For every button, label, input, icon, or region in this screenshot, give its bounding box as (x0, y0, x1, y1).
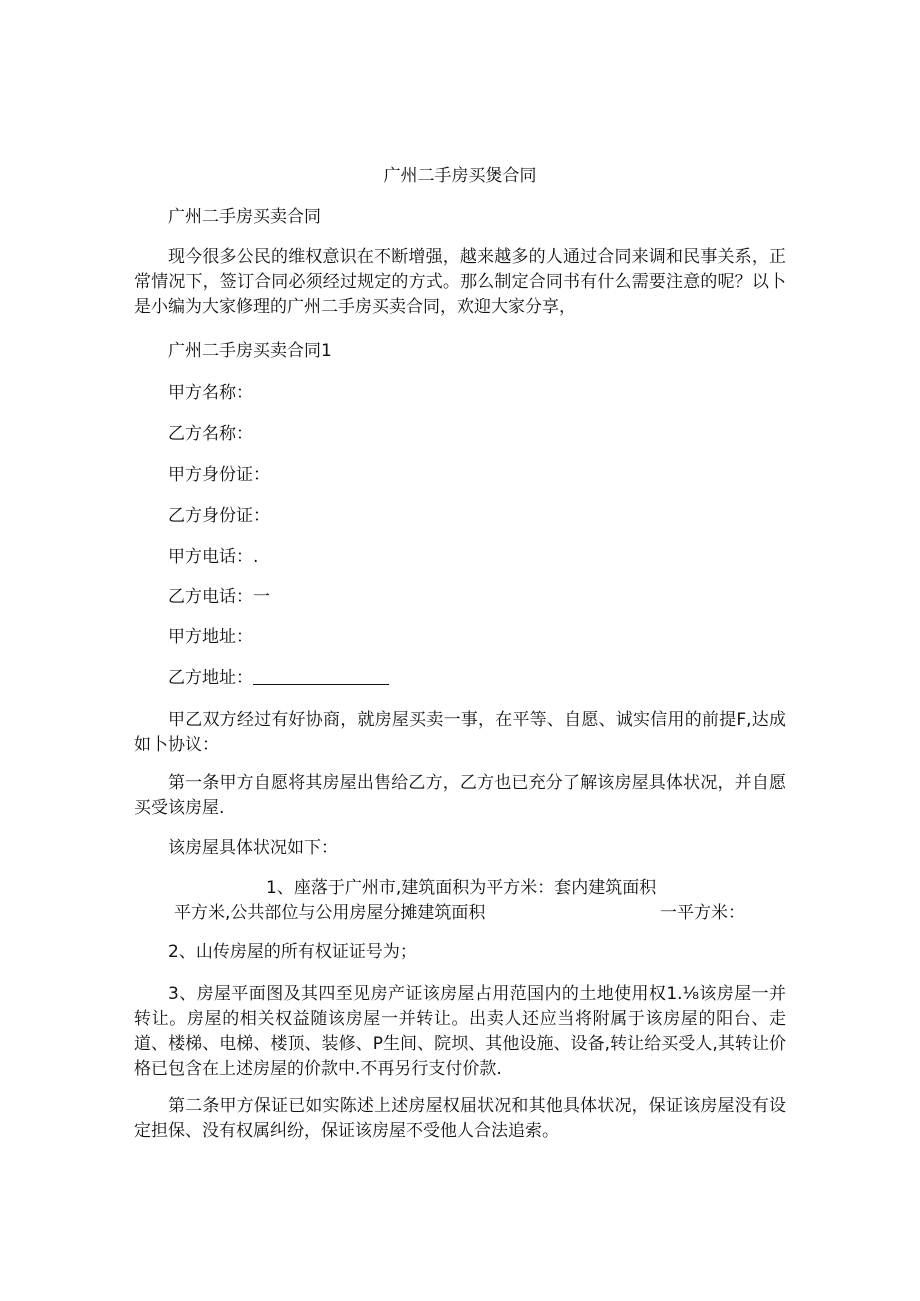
article-1-paragraph: 第一条甲方自愿将其房屋出售给乙方，乙方也已充分了解该房屋具体状况，并自愿买受该房屋. (134, 773, 786, 818)
document-title: 广州二手房买煲合同 (383, 166, 537, 186)
document-subtitle: 广州二手房买卖合同 (168, 207, 321, 227)
item-2-paragraph: 2、山传房屋的所有权证证号为； (168, 942, 417, 962)
party-b-name-field: 乙方名称： (168, 424, 253, 444)
article-2-paragraph: 第二条甲方保证已如实陈述上述房屋权届状况和其他具体状况，保证该房屋没有设定担保、没有权属纠纷，保证该房屋不受他人合法追索。 (134, 1096, 786, 1141)
item-3-paragraph: 3、房屋平面图及其四至见房产证该房屋占用范国内的土地使用权1.⅛该房屋一并转让。房屋的相关权益随该房屋一并转让。出卖人还应当将附属于该房屋的阳台、走道、楼梯、电梯、楼顶、装修、P生间、院坝、其他设施、设备,转让给买受人,其转让价格已包含在上述房屋的价款中.不再另行支付价款. (134, 984, 786, 1079)
party-b-address-field: 乙方地址： (168, 668, 253, 688)
agreement-intro-paragraph: 甲乙双方经过有好协商，就房屋买卖一事，在平等、自愿、诚实信用的前提F,达成如卜协议： (134, 710, 786, 755)
intro-paragraph: 现今很多公民的维权意识在不断增强，越来越多的人通过合同来调和民事关系，正常情况下，签订合同必须经过规定的方式。那么制定合同书有什么需要注意的呢？以卜是小编为大家修理的广州二手房买卖合同，欢迎大家分享， (134, 247, 786, 317)
party-a-phone-field: 甲方电话：. (168, 547, 259, 567)
party-b-phone-field: 乙方电话：一 (168, 587, 270, 607)
details-heading: 该房屋具体状况如下： (168, 838, 338, 858)
party-a-name-field: 甲方名称： (168, 383, 253, 403)
party-a-id-field: 甲方身份证： (168, 465, 270, 485)
party-b-id-field: 乙方身份证： (168, 506, 270, 526)
contract-heading: 广州二手房买卖合同1 (168, 341, 332, 361)
item-1-line-1: 1、座落于广州市,建筑面积为平方米：套内建筑面积 (266, 878, 657, 898)
address-blank-line (253, 668, 389, 685)
party-a-address-field: 甲方地址： (168, 627, 253, 647)
party-b-address-row (168, 668, 389, 689)
item-1-line-2-left: 平方米,公共部位与公用房屋分摊建筑面积 (174, 903, 486, 923)
item-1-line-2-right: 一平方米： (660, 903, 745, 923)
